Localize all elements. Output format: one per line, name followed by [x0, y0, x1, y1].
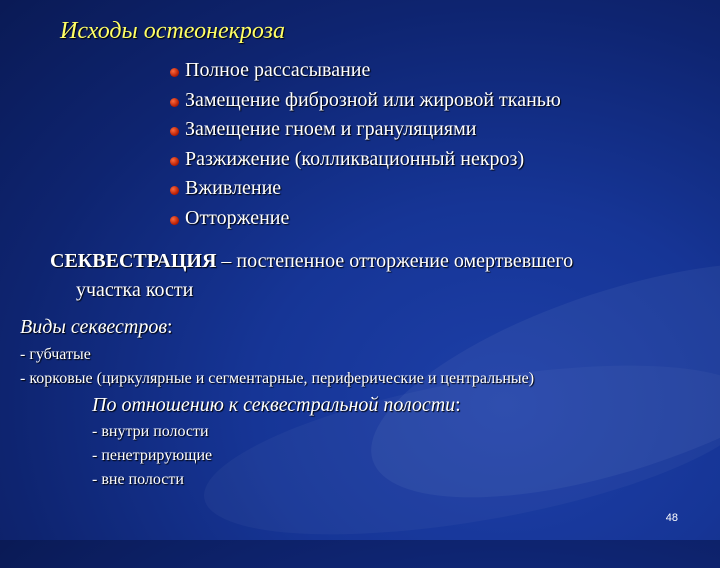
list-item: - вне полости [92, 471, 184, 488]
list-item: - корковые (циркулярные и сегментарные, периферические и центральные) [20, 370, 535, 387]
list-item-text: Вживление [185, 177, 282, 200]
list-item: - внутри полости [92, 423, 209, 440]
page-number: 48 [665, 512, 678, 524]
bullet-dot-icon [170, 68, 179, 77]
sequestration-definition-line2: участка кости [76, 279, 194, 301]
list-item [170, 115, 561, 145]
heading-colon: : [167, 316, 173, 338]
sequestration-definition-line1: – постепенное отторжение омертвевшего [216, 250, 574, 272]
outcomes-list [170, 56, 561, 233]
list-item-text: Полное рассасывание [185, 59, 371, 82]
list-item-text: Разжижение (колликвационный некроз) [185, 147, 525, 170]
list-item-text: Отторжение [185, 206, 290, 229]
sequestra-types-heading [20, 316, 173, 339]
list-item-text: Замещение гноем и грануляциями [185, 118, 477, 141]
cavity-relation-heading [92, 394, 461, 417]
sequestra-types-list [20, 343, 534, 391]
cavity-relation-heading-text: По отношению к секвестральной полости [92, 394, 456, 416]
list-item [170, 86, 561, 116]
list-item [170, 145, 561, 175]
bullet-dot-icon [170, 186, 179, 195]
sequestra-types-heading-text: Виды секвестров [20, 316, 168, 338]
bullet-dot-icon [170, 127, 179, 136]
list-item [170, 56, 561, 86]
list-item: - губчатые [20, 346, 91, 363]
list-item-text: Замещение фиброзной или жировой тканью [185, 88, 561, 111]
cavity-relation-list [92, 420, 212, 492]
heading-colon: : [455, 394, 461, 416]
sequestration-definition [50, 247, 700, 305]
bullet-dot-icon [170, 216, 179, 225]
sequestration-term: СЕКВЕСТРАЦИЯ [50, 250, 217, 272]
slide-title: Исходы остеонекроза [60, 18, 285, 44]
bullet-dot-icon [170, 157, 179, 166]
bullet-dot-icon [170, 98, 179, 107]
list-item: - пенетрирующие [92, 447, 213, 464]
list-item [170, 204, 561, 234]
list-item [170, 174, 561, 204]
